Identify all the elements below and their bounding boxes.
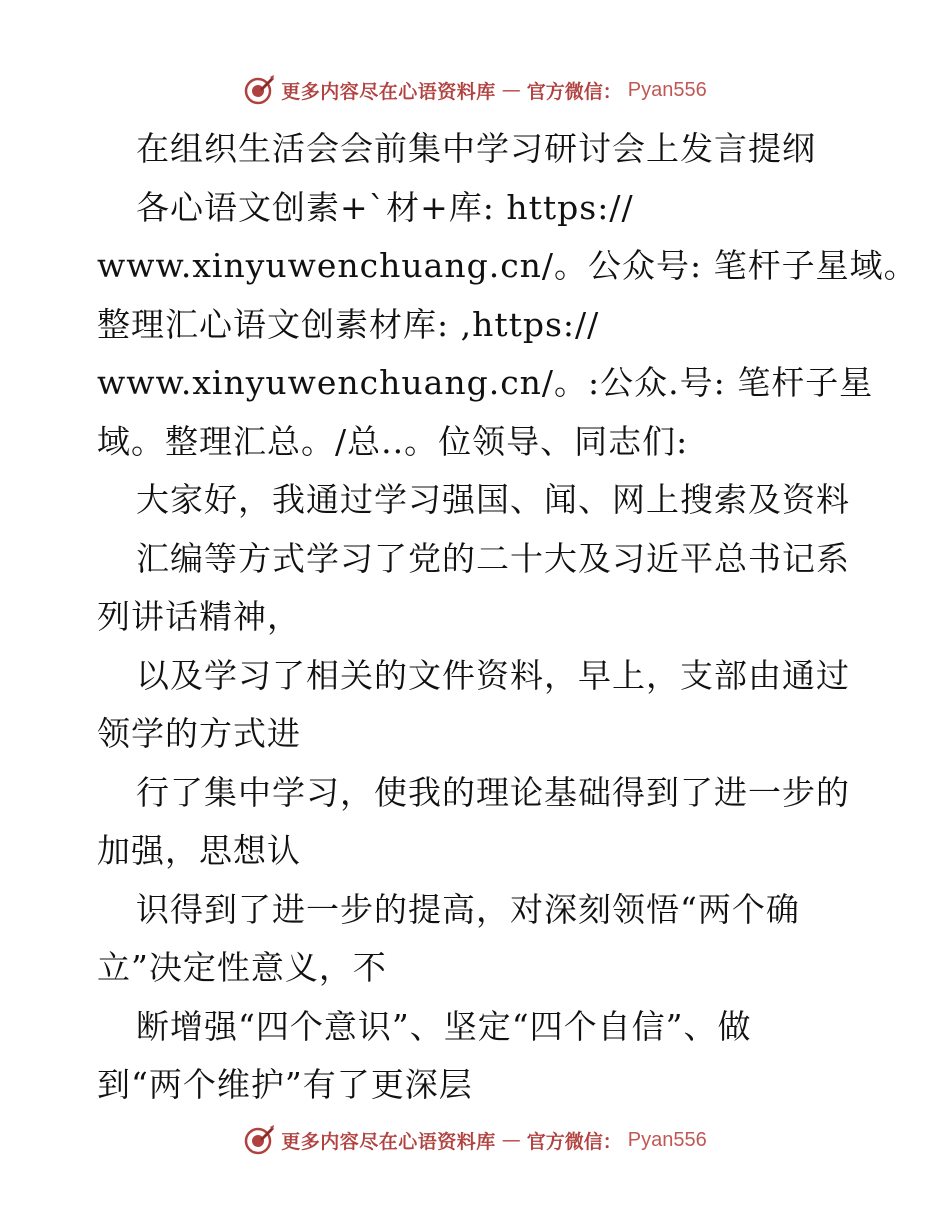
text-line: 各心语文创素+`材+库: https:// xyxy=(136,187,634,227)
document-title: 在组织生活会会前集中学习研讨会上发言提纲 xyxy=(136,129,816,168)
text-line: 立”决定性意义，不 xyxy=(97,948,387,987)
text-line: 整理汇心语文创素材库: ,https:// xyxy=(97,304,600,344)
text-line: 加强，思想认 xyxy=(97,831,301,870)
footer-banner xyxy=(0,1120,950,1160)
text-line: 识得到了进一步的提高，对深刻领悟“两个确 xyxy=(136,889,800,929)
document-body xyxy=(97,120,918,1115)
footer-wechat-label: 官方微信： xyxy=(526,1130,622,1153)
text-line: 汇编等方式学习了党的二十大及习近平总书记系 xyxy=(136,538,850,578)
footer-slogan: 更多内容尽在心语资料库 xyxy=(281,1130,496,1153)
header-banner-inner xyxy=(243,74,707,106)
header-wechat-handle: Pyan556 xyxy=(627,78,707,101)
header-banner xyxy=(0,70,950,110)
text-line: 行了集中学习，使我的理论基础得到了进一步的 xyxy=(136,772,850,812)
footer-wechat-handle: Pyan556 xyxy=(627,1128,707,1151)
header-wechat-label: 官方微信： xyxy=(526,80,622,103)
text-line: www.xinyuwenchuang.cn/。:公众.号: 笔杆子星 xyxy=(97,363,874,402)
header-slogan: 更多内容尽在心语资料库 xyxy=(281,80,496,103)
footer-banner-inner xyxy=(243,1124,707,1156)
text-line: 大家好，我通过学习强国、闻、网上搜索及资料 xyxy=(136,480,850,519)
text-line: www.xinyuwenchuang.cn/。公众号: 笔杆子星域。 xyxy=(97,246,918,285)
pen-logo-icon xyxy=(243,1124,275,1156)
text-line: 到“两个维护”有了更深层 xyxy=(97,1065,473,1104)
pen-logo-icon xyxy=(243,74,275,106)
text-line: 领学的方式进 xyxy=(97,714,301,753)
text-line: 域。整理汇总。/总..。位领导、同志们: xyxy=(97,421,689,461)
header-separator: — xyxy=(501,79,521,101)
text-line: 以及学习了相关的文件资料，早上，支部由通过 xyxy=(136,655,850,695)
text-line: 断增强“四个意识”、坚定“四个自信”、做 xyxy=(136,1006,752,1046)
text-line: 列讲话精神， xyxy=(97,597,301,636)
footer-separator: — xyxy=(501,1129,521,1151)
